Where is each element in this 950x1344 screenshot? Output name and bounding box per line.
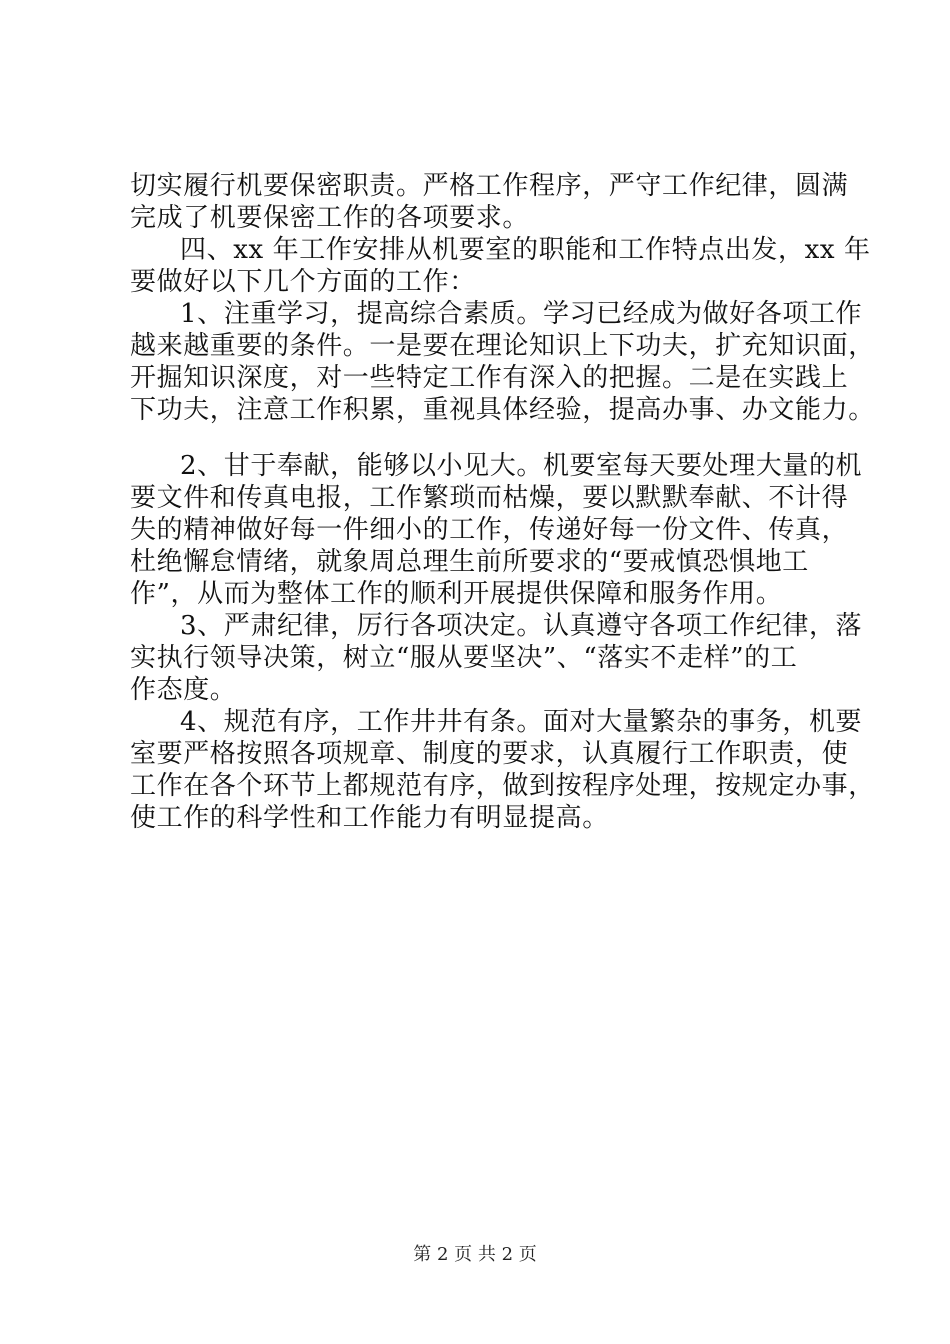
text-line: 越来越重要的条件。一是要在理论知识上下功夫，扩充知识面， (130, 331, 875, 361)
text-line: 作”，从而为整体工作的顺利开展提供保障和服务作用。 (130, 579, 783, 609)
text-line: 四、xx 年工作安排从机要室的职能和工作特点出发，xx 年 (180, 235, 871, 265)
text-line: 要做好以下几个方面的工作： (130, 267, 476, 297)
text-line: 2、甘于奉献，能够以小见大。机要室每天要处理大量的机 (180, 451, 863, 481)
text-line: 开掘知识深度，对一些特定工作有深入的把握。二是在实践上 (130, 363, 849, 393)
text-line: 实执行领导决策，树立“服从要坚决”、“落实不走样”的工 (130, 643, 798, 673)
text-line: 杜绝懈怠情绪，就象周总理生前所要求的“要戒慎恐惧地工 (130, 547, 809, 577)
page-number-footer: 第 2 页 共 2 页 (413, 1244, 537, 1265)
text-line: 3、严肃纪律，厉行各项决定。认真遵守各项工作纪律，落 (180, 611, 863, 641)
paragraph-item-4 (130, 706, 875, 834)
text-line: 要文件和传真电报，工作繁琐而枯燥，要以默默奉献、不计得 (130, 483, 849, 513)
text-line: 失的精神做好每一件细小的工作，传递好每一份文件、传真， (130, 515, 849, 545)
document-body (130, 170, 875, 834)
text-line: 工作在各个环节上都规范有序，做到按程序处理，按规定办事， (130, 771, 875, 801)
text-line: 室要严格按照各项规章、制度的要求，认真履行工作职责，使 (130, 739, 849, 769)
text-line: 切实履行机要保密职责。严格工作程序，严守工作纪律，圆满 (130, 171, 849, 201)
text-line: 作态度。 (130, 675, 237, 705)
paragraph-spacer (130, 426, 830, 450)
paragraph-item-3 (130, 610, 863, 706)
text-line: 1、注重学习，提高综合素质。学习已经成为做好各项工作 (180, 299, 863, 329)
paragraph-item-2 (130, 450, 863, 610)
text-line: 使工作的科学性和工作能力有明显提高。 (130, 803, 609, 833)
text-line: 4、规范有序，工作井井有条。面对大量繁杂的事务，机要 (180, 707, 863, 737)
text-line: 下功夫，注意工作积累，重视具体经验，提高办事、办文能力。 (130, 395, 875, 425)
text-line: 完成了机要保密工作的各项要求。 (130, 203, 530, 233)
paragraph-section-four (130, 234, 871, 298)
paragraph-continuation (130, 170, 849, 234)
paragraph-item-1 (130, 298, 875, 426)
